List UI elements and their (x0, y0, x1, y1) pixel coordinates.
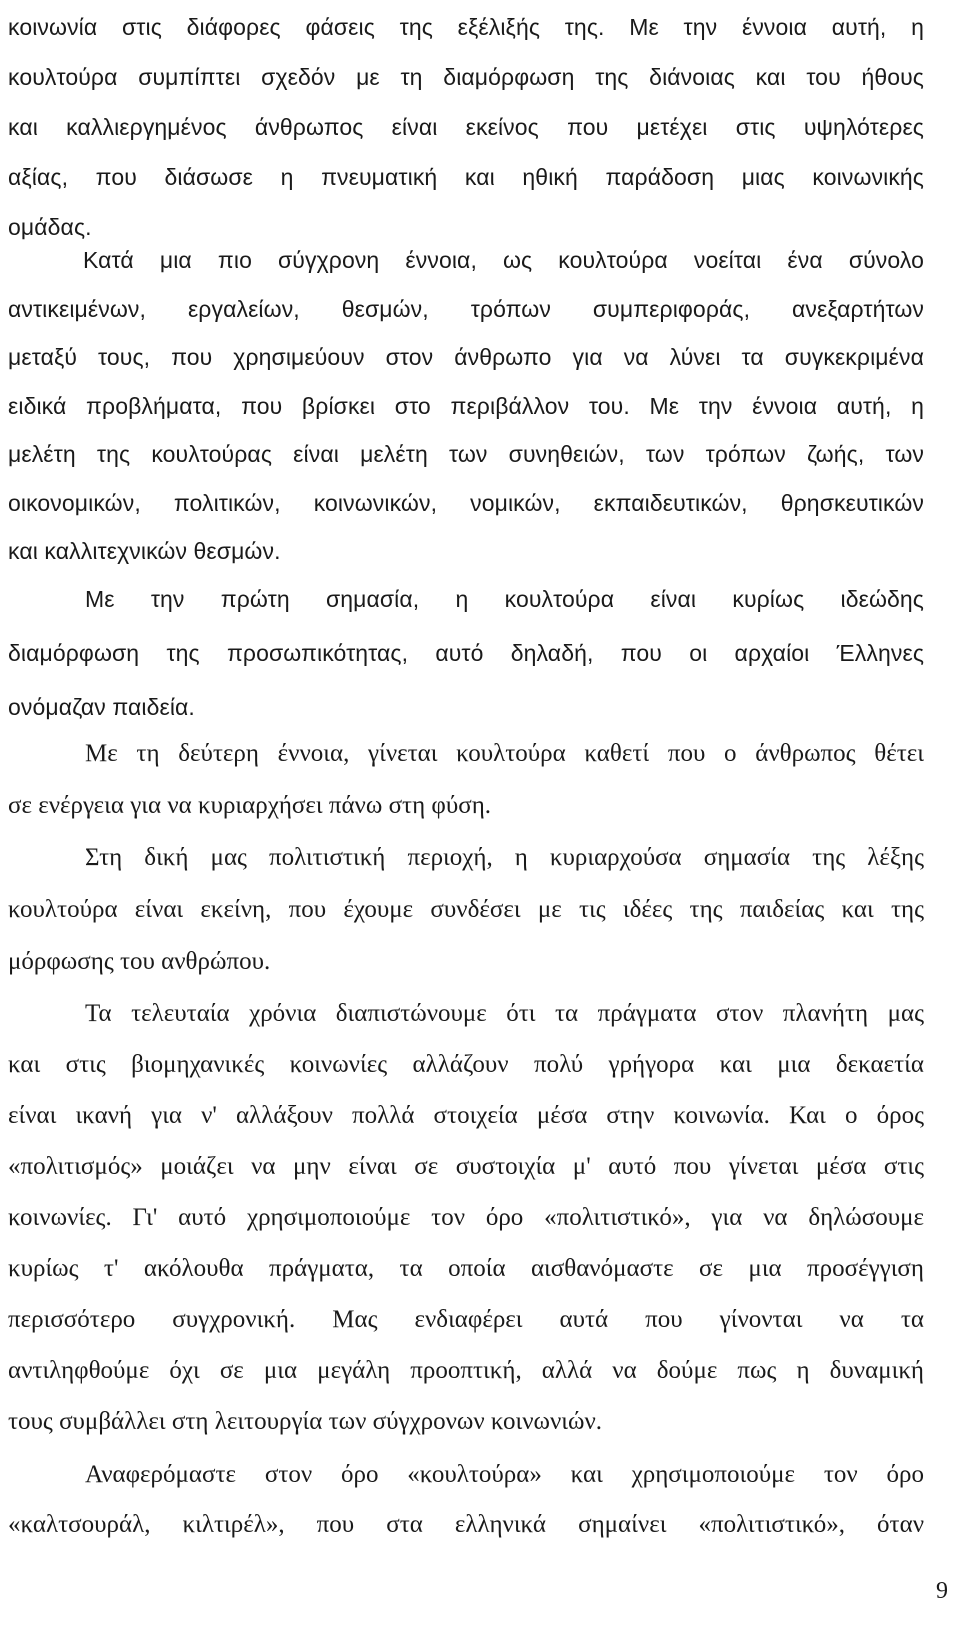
text-line: περισσότερο συγχρονική. Μας ενδιαφέρει αυτά που γίνονται να τα (8, 1306, 924, 1333)
text-line: σε ενέργεια για να κυριαρχήσει πάνω στη φύση. (8, 792, 492, 819)
text-line: μελέτη της κουλτούρας είναι μελέτη των συνηθειών, των τρόπων ζωής, των (8, 441, 924, 467)
text-line: «πολιτισμός» μοιάζει να μην είναι σε συστοιχία μ' αυτό που γίνεται μέσα στις (8, 1153, 924, 1180)
text-line: αντικειμένων, εργαλείων, θεσμών, τρόπων συμπεριφοράς, ανεξαρτήτων (8, 295, 924, 322)
text-line: είναι ικανή για ν' αλλάξουν πολλά στοιχεία μέσα στην κοινωνία. Και ο όρος (8, 1102, 924, 1129)
paragraph-7 (8, 1450, 924, 1550)
paragraph-1 (8, 2, 924, 252)
text-line: «καλτσουράλ, κιλτιρέλ», που στα ελληνικά σημαίνει «πολιτιστικό», όταν (8, 1511, 924, 1538)
text-line: τους συμβάλλει στη λειτουργία των σύγχρονων κοινωνιών. (8, 1408, 602, 1435)
text-line: Με τη δεύτερη έννοια, γίνεται κουλτούρα καθετί που ο άνθρωπος θέτει (85, 740, 924, 767)
text-line: κοινωνία στις διάφορες φάσεις της εξέλιξής της. Με την έννοια αυτή, η (8, 14, 924, 40)
text-line: ονόμαζαν παιδεία. (8, 694, 195, 720)
page-number: 9 (936, 1578, 948, 1604)
text-line: κουλτούρα είναι εκείνη, που έχουμε συνδέσει με τις ιδέες της παιδείας και της (8, 896, 924, 923)
text-line: κυρίως τ' ακόλουθα πράγματα, τα οποία αισθανόμαστε σε μια προσέγγιση (8, 1255, 924, 1282)
text-line: ειδικά προβλήματα, που βρίσκει στο περιβάλλον του. Με την έννοια αυτή, η (8, 392, 924, 419)
paragraph-5 (8, 832, 924, 988)
text-line: Κατά μια πιο σύγχρονη έννοια, ως κουλτούρα νοείται ένα σύνολο (83, 247, 924, 273)
paragraph-4 (8, 728, 924, 832)
text-line: Στη δική μας πολιτιστική περιοχή, η κυριαρχούσα σημασία της λέξης (85, 844, 924, 871)
text-line: και στις βιομηχανικές κοινωνίες αλλάζουν πολύ γρήγορα και μια δεκαετία (8, 1051, 924, 1078)
text-line: Με την πρώτη σημασία, η κουλτούρα είναι κυρίως ιδεώδης (85, 586, 924, 612)
text-line: αντιληφθούμε όχι σε μια μεγάλη προοπτική, αλλά να δούμε πως η δυναμική (8, 1357, 924, 1384)
paragraph-2 (8, 236, 924, 576)
text-line: μεταξύ τους, που χρησιμεύουν στον άνθρωπο για να λύνει τα συγκεκριμένα (8, 344, 924, 370)
text-line: μόρφωσης του ανθρώπου. (8, 948, 271, 975)
text-line: και καλλιεργημένος άνθρωπος είναι εκείνος που μετέχει στις υψηλότερες (8, 114, 924, 140)
paragraph-6 (8, 988, 924, 1447)
text-line: Τα τελευταία χρόνια διαπιστώνουμε ότι τα πράγματα στον πλανήτη μας (85, 1000, 924, 1027)
text-line: διαμόρφωση της προσωπικότητας, αυτό δηλαδή, που οι αρχαίοι Έλληνες (8, 640, 924, 666)
text-line: κουλτούρα συμπίπτει σχεδόν με τη διαμόρφωση της διάνοιας και του ήθους (8, 64, 924, 90)
text-line: και καλλιτεχνικών θεσμών. (8, 538, 281, 564)
text-line: Αναφερόμαστε στον όρο «κουλτούρα» και χρησιμοποιούμε τον όρο (85, 1461, 924, 1488)
text-line: αξίας, που διάσωσε η πνευματική και ηθική παράδοση μιας κοινωνικής (8, 164, 924, 190)
paragraph-3 (8, 572, 924, 734)
text-line: ομάδας. (8, 214, 92, 240)
text-line: οικονομικών, πολιτικών, κοινωνικών, νομικών, εκπαιδευτικών, θρησκευτικών (8, 489, 924, 516)
text-line: κοινωνίες. Γι' αυτό χρησιμοποιούμε τον όρο «πολιτιστικό», για να δηλώσουμε (8, 1204, 924, 1231)
